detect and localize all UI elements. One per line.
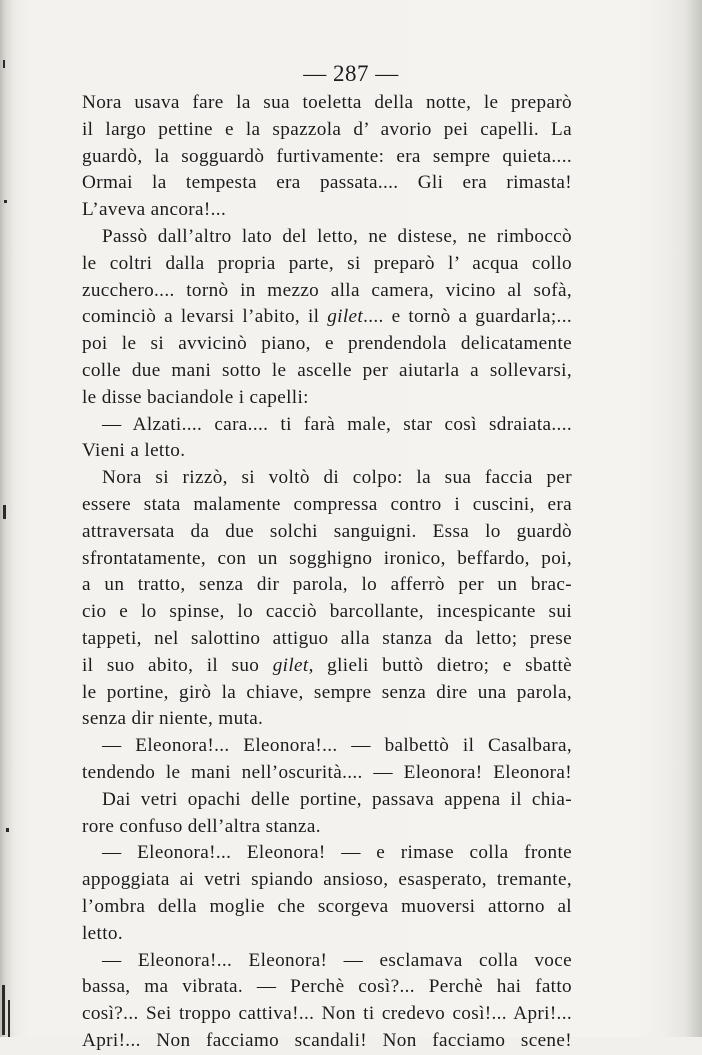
text-line: colle due mani sotto le ascelle per aiutarla a sollevarsi, [82,359,572,381]
text-line: Apri!... Non facciamo scandali! Non facciamo scene! [82,1029,572,1051]
text-line: cominciò a levarsi l’abito, il gilet.... e tornò a guardarla;... [82,306,572,328]
text-line: zucchero.... tornò in mezzo alla camera, vicino al sofà, [82,279,572,301]
text-line: essere stata malamente compressa contro i cuscini, era [82,493,572,515]
text-line: Passò dall’altro lato del letto, ne distese, ne rimboccò [102,225,572,247]
text-line: — Eleonora!... Eleonora! — e rimase colla fronte [102,842,572,864]
text-line: Nora usava fare la sua toeletta della notte, le preparò [82,92,572,113]
text-line: le coltri dalla propria parte, si preparò l’ acqua collo [82,252,572,274]
text-line: — Eleonora!... Eleonora!... — balbettò il Casalbara, [102,735,572,757]
text-line: sfrontatamente, con un sogghigno ironico, beffardo, poi, [82,547,572,569]
text-line: cio e lo spinse, lo cacciò barcollante, incespicante sui [82,601,572,623]
body-text [82,90,572,1055]
scan-mark [4,200,7,203]
scan-mark [8,1000,10,1037]
text-line: così?... Sei troppo cattiva!... Non ti credevo così!... Apri!... [82,1003,572,1025]
text-line: tendendo le mani nell’oscurità.... — Eleonora! Eleonora! [82,761,572,783]
scan-mark [3,505,6,519]
text-line: bassa, ma vibrata. — Perchè così?... Perchè hai fatto [82,976,572,998]
scan-mark [3,60,5,68]
text-line: Ormai la tempesta era passata.... Gli era rimasta! [82,172,572,194]
text-line: l’ombra della moglie che scorgeva muoversi attorno al [82,895,572,917]
text-line: Dai vetri opachi delle portine, passava appena il chia- [102,788,572,810]
scan-mark [6,828,9,832]
scan-mark [2,985,5,1035]
text-line: a un tratto, senza dir parola, lo afferrò per un brac- [82,574,572,596]
text-line: Nora si rizzò, si voltò di colpo: la sua faccia per [102,467,572,489]
text-line: attraversata da due solchi sanguigni. Essa lo guardò [82,520,572,542]
text-line: letto. [82,922,123,944]
text-line: — Alzati.... cara.... ti farà male, star così sdraiata.... [102,413,572,435]
text-line: il suo abito, il suo gilet, glieli buttò dietro; e sbattè [82,654,572,676]
text-line: senza dir niente, muta. [82,708,264,730]
text-line: le disse baciandole i capelli: [82,386,309,408]
text-line: poi le si avvicinò piano, e prendendola delicatamente [82,333,572,355]
page-right-edge-shadow [662,0,702,1037]
text-line: Vieni a letto. [82,440,186,462]
text-line: rore confuso dell’altra stanza. [82,815,321,837]
text-line: tappeti, nel salottino attiguo alla stanza da letto; prese [82,627,572,649]
text-line: il largo pettine e la spazzola d’ avorio pei capelli. La [82,118,572,140]
text-line: L’aveva ancora!... [82,199,227,221]
text-line: appoggiata ai vetri spiando ansioso, esasperato, tremante, [82,869,572,891]
text-line: le portine, girò la chiave, sempre senza dire una parola, [82,681,572,703]
text-line: guardò, la sogguardò furtivamente: era sempre quieta.... [82,145,572,167]
text-line: — Eleonora!... Eleonora! — esclamava colla voce [102,949,572,971]
page-number: — 287 — [303,61,399,86]
